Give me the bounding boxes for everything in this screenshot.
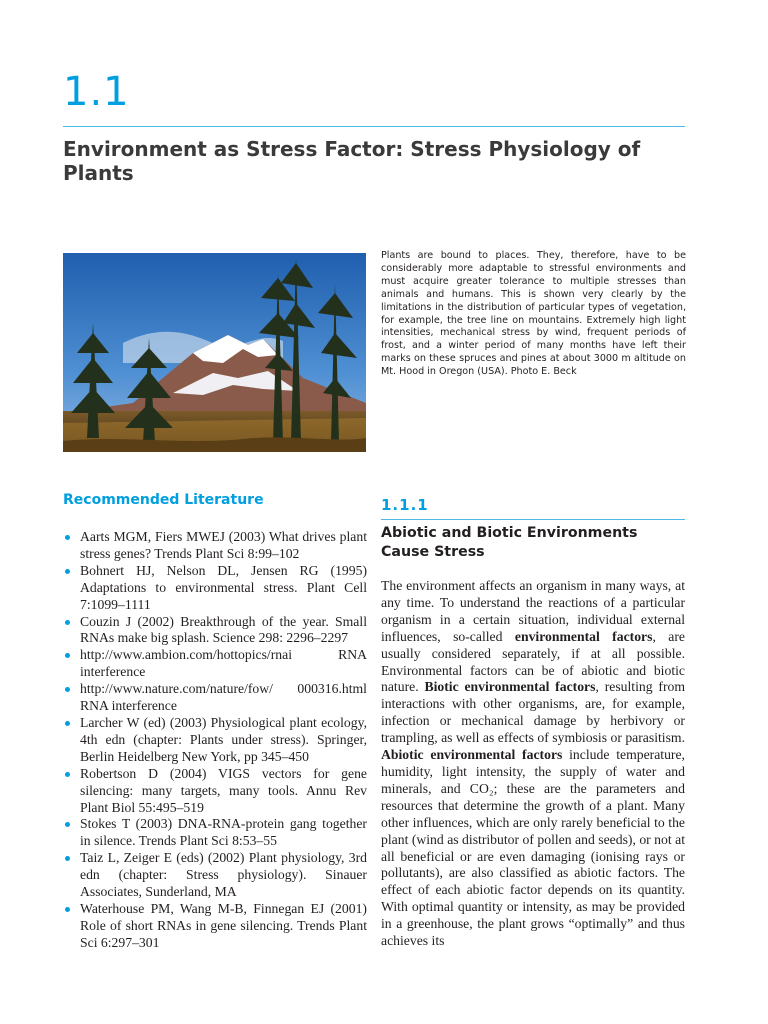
body-text-run: The environment affects an organism in many ways, at any time. To understand the reactions of a particular organism in a certain situation, individual external influences, so-called bbox=[381, 578, 685, 644]
body-text-run: , are usually considered separately, if at all possible. Environmental factors can be of abiotic and biotic nature. bbox=[381, 628, 685, 695]
reference-item: Robertson D (2004) VIGS vectors for gene silencing: many targets, many tools. Annu Rev Plant Biol 55:495–519 bbox=[63, 766, 367, 817]
chapter-title: Environment as Stress Factor: Stress Physiology of Plants bbox=[63, 137, 641, 185]
bullet-icon bbox=[65, 721, 70, 726]
bullet-icon bbox=[65, 856, 70, 861]
reference-item: Stokes T (2003) DNA-RNA-protein gang together in silence. Trends Plant Sci 8:53–55 bbox=[63, 816, 367, 850]
reference-item: Bohnert HJ, Nelson DL, Jensen RG (1995) Adaptations to environmental stress. Plant Cell 7:1099–1111 bbox=[63, 563, 367, 614]
reference-list bbox=[63, 529, 367, 952]
section-number: 1.1.1 bbox=[381, 496, 429, 514]
bullet-icon bbox=[65, 772, 70, 777]
literature-heading: Recommended Literature bbox=[63, 492, 264, 508]
bullet-icon bbox=[65, 907, 70, 912]
reference-item: Couzin J (2002) Breakthrough of the year. Small RNAs make big splash. Science 298: 2296–2297 bbox=[63, 614, 367, 648]
reference-item: Larcher W (ed) (2003) Physiological plant ecology, 4th edn (chapter: Plants under stress). Springer, Berlin Heidelberg New York, pp 345–450 bbox=[63, 715, 367, 766]
reference-item: http://www.ambion.com/hottopics/rnai RNA interference bbox=[63, 647, 367, 681]
bullet-icon bbox=[65, 653, 70, 658]
reference-item: Taiz L, Zeiger E (eds) (2002) Plant physiology, 3rd edn (chapter: Stress physiology). Sinauer Associates, Sunderland, MA bbox=[63, 850, 367, 901]
section-body bbox=[381, 578, 685, 950]
body-term-abiotic-factors: Abiotic environmental factors bbox=[381, 747, 563, 763]
figure-caption: Plants are bound to places. They, therefore, have to be considerably more adaptable to stressful environments and must acquire greater tolerance to multiple stresses than animals and humans. This is shown very clearly by the limitations in the distribution of particular types of vegetation, for example, the tree line on mountains. Extremely high light intensities, mechanical stress by wind, frequent periods of frost, and a winter period of many months have left their marks on these spruces and pines at about 3000 m altitude on Mt. Hood in Oregon (USA). Photo E. Beck bbox=[381, 250, 686, 378]
reference-item: http://www.nature.com/nature/fow/ 000316.html RNA interference bbox=[63, 681, 367, 715]
body-term-environmental-factors: environmental factors bbox=[514, 628, 653, 644]
chapter-rule bbox=[63, 126, 685, 127]
chapter-number: 1.1 bbox=[63, 69, 130, 115]
bullet-icon bbox=[65, 822, 70, 827]
section-title: Abiotic and Biotic Environments Cause Stress bbox=[381, 525, 638, 560]
section-rule bbox=[381, 519, 685, 520]
reference-item: Aarts MGM, Fiers MWEJ (2003) What drives plant stress genes? Trends Plant Sci 8:99–102 bbox=[63, 529, 367, 563]
bullet-icon bbox=[65, 687, 70, 692]
bullet-icon bbox=[65, 569, 70, 574]
mountain-landscape-photo bbox=[63, 253, 366, 452]
bullet-icon bbox=[65, 535, 70, 540]
body-text-run: , resulting from interactions with other organisms, are, for example, infection or mechanical damage by herbivory or trampling, as well as effects of symbiosis or parasitism. bbox=[381, 679, 686, 746]
reference-item: Waterhouse PM, Wang M-B, Finnegan EJ (2001) Role of short RNAs in gene silencing. Trends Plant Sci 6:297–301 bbox=[63, 901, 367, 952]
bullet-icon bbox=[65, 620, 70, 625]
body-term-biotic-factors: Biotic environmental factors bbox=[424, 679, 596, 695]
body-text-run: include temperature, humidity, light intensity, the supply of water and minerals, and CO₂; these are the parameters and resources that determine the growth of a plant. Many other influences, which are only rarely beneficial to the plant (wind as distributor of pollen and seeds), or not at all beneficial or are even damaging (ionising rays or pollutants), are also classified as abiotic factors. The effect of each abiotic factor depends on its quantity. With optimal quantity or intensity, as may be provided in a greenhouse, the plant grows “optimally” and thus achieves its bbox=[381, 747, 685, 949]
